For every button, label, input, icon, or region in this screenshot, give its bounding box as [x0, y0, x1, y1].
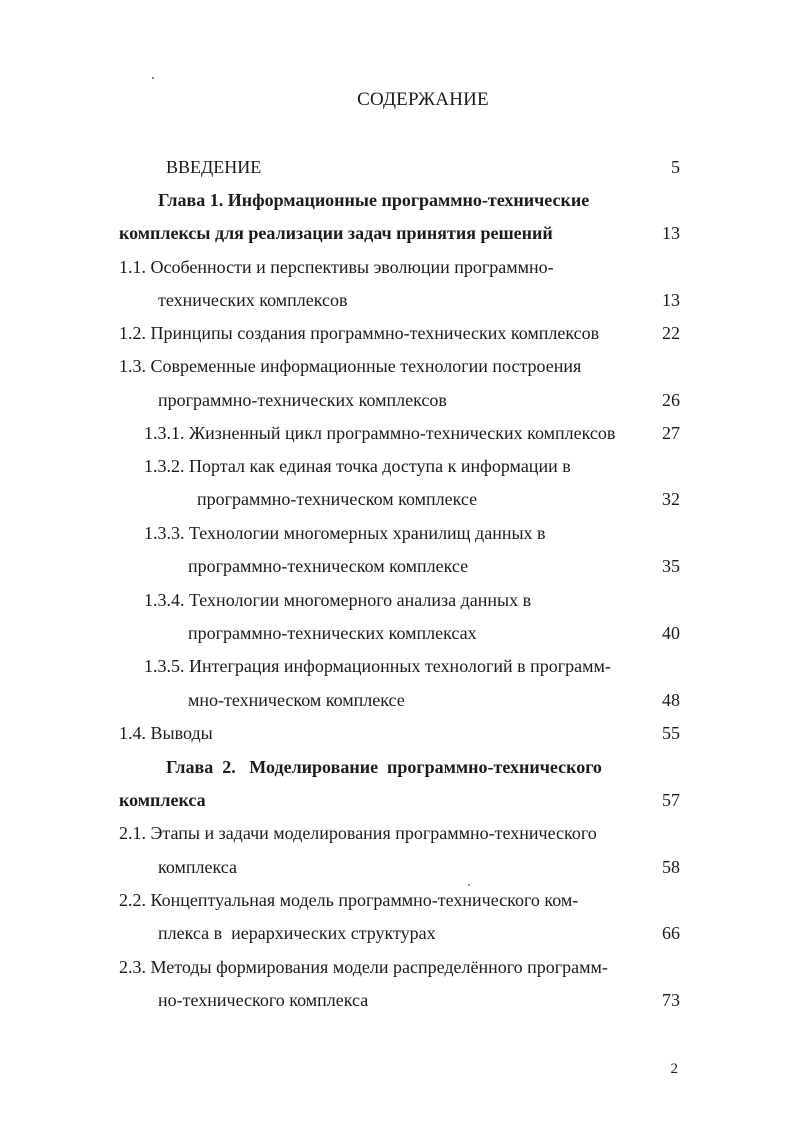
toc-page-number: 40 — [662, 623, 680, 643]
toc-entry-line-1: 1.3.3. Технологии многомерных хранилищ данных в — [144, 523, 546, 543]
toc-entry-text: 1.2. Принципы создания программно-технических комплексов — [119, 323, 600, 343]
toc-entry-line-1: 1.3.2. Портал как единая точка доступа к информации в — [144, 456, 571, 476]
toc-page-number: 58 — [662, 857, 680, 877]
toc-entry-text: 1.4. Выводы — [119, 723, 213, 743]
toc-entry-line-2: плекса в иерархических структурах — [158, 923, 436, 943]
toc-entry-line-2: комплексы для реализации задач принятия решений — [119, 223, 553, 243]
toc-entry-line-2: но-технического комплекса — [158, 990, 369, 1010]
toc-page-number: 66 — [662, 923, 680, 943]
toc-entry-line-2: программно-технических комплексах — [188, 623, 477, 643]
toc-page-number: 57 — [662, 790, 680, 810]
toc-page-number: 32 — [662, 489, 680, 509]
toc-page-number: 48 — [662, 690, 680, 710]
toc-entry-line-2: технических комплексов — [158, 290, 348, 310]
toc-entry-line-1: Глава 2. Моделирование программно-технического — [166, 757, 602, 777]
toc-entry-line-1: Глава 1. Информационные программно-технические — [158, 190, 590, 210]
toc-entry-line-1: 2.2. Концептуальная модель программно-технического ком- — [119, 890, 579, 910]
toc-entry-line-1: 1.3.4. Технологии многомерного анализа данных в — [144, 590, 532, 610]
toc-page-number: 5 — [671, 157, 680, 177]
toc-page-number: 55 — [662, 723, 680, 743]
toc-entry-text: ВВЕДЕНИЕ — [166, 157, 262, 177]
toc-entry-line-1: 1.3. Современные информационные технологии построения — [119, 356, 582, 376]
toc-page-number: 22 — [662, 323, 680, 343]
toc-entry-line-2: комплекса — [119, 790, 206, 810]
page-title: СОДЕРЖАНИЕ — [357, 89, 489, 110]
toc-page-number: 27 — [662, 423, 680, 443]
toc-entry-line-1: 2.3. Методы формирования модели распределённого программ- — [119, 957, 608, 977]
toc-page-number: 13 — [662, 290, 680, 310]
scan-speck — [468, 884, 470, 886]
scan-speck — [152, 77, 154, 79]
toc-entry-line-1: 2.1. Этапы и задачи моделирования программно-технического — [119, 823, 597, 843]
toc-entry-line-2: мно-техническом комплексе — [188, 690, 405, 710]
toc-entry-text: 1.3.1. Жизненный цикл программно-технических комплексов — [144, 423, 616, 443]
page-number: 2 — [670, 1061, 678, 1077]
toc-page-number: 13 — [662, 223, 680, 243]
toc-entry-line-2: программно-техническом комплексе — [188, 556, 469, 576]
toc-entry-line-1: 1.3.5. Интеграция информационных технологий в программ- — [144, 656, 611, 676]
toc-page-number: 26 — [662, 390, 680, 410]
toc-page-number: 73 — [662, 990, 680, 1010]
toc-entry-line-2: комплекса — [158, 857, 237, 877]
toc-page-number: 35 — [662, 556, 680, 576]
toc-entry-line-1: 1.1. Особенности и перспективы эволюции программно- — [119, 257, 554, 277]
toc-entry-line-2: программно-техническом комплексе — [197, 489, 478, 509]
toc-entry-line-2: программно-технических комплексов — [158, 390, 447, 410]
